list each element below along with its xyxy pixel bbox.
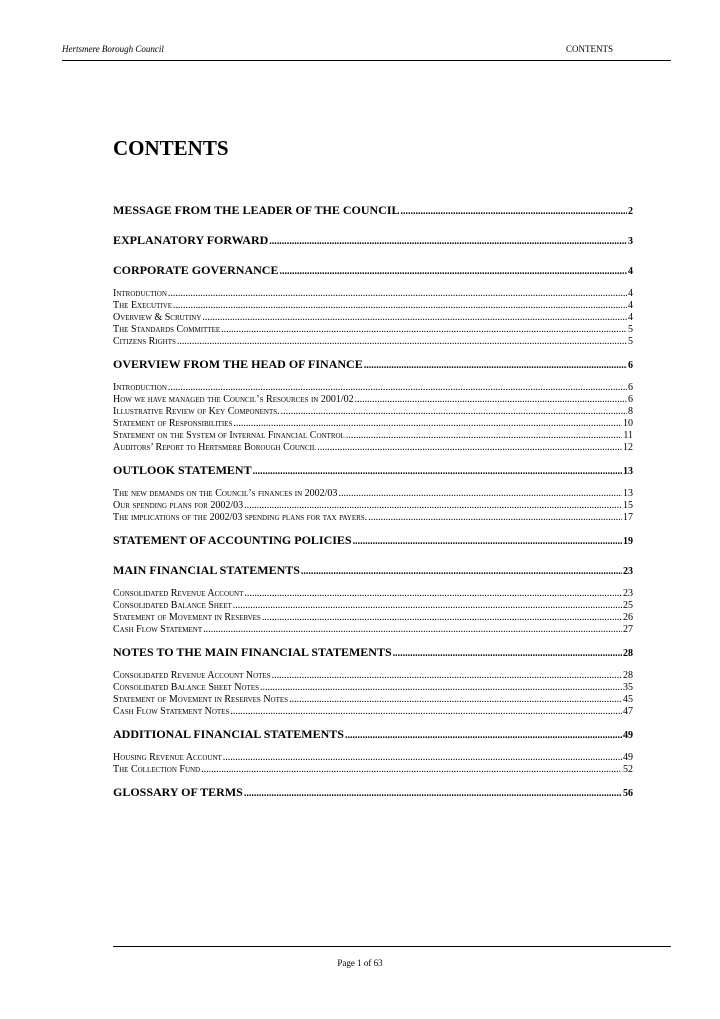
dot-leader — [168, 382, 627, 394]
toc-section-page: 4 — [628, 266, 633, 277]
footer-rule — [113, 946, 671, 947]
toc-subsection-title: Introduction — [113, 288, 167, 299]
dot-leader — [230, 706, 622, 718]
dot-leader — [260, 682, 622, 694]
toc-subsection-entry[interactable] — [113, 588, 633, 600]
toc-subsection-page: 15 — [623, 500, 633, 511]
dot-leader — [289, 694, 622, 706]
dot-leader — [221, 324, 627, 336]
toc-subsection-page: 8 — [628, 406, 633, 417]
dot-leader — [233, 600, 622, 612]
toc-subsection-entry[interactable] — [113, 612, 633, 624]
toc-section-entry[interactable] — [113, 462, 633, 480]
toc-subsection-title: Statement of Movement in Reserves Notes — [113, 694, 289, 705]
toc-subsection-page: 10 — [623, 418, 633, 429]
toc-subsection-title: The implications of the 2002/03 spending plans for tax payers. — [113, 512, 368, 523]
toc-subsection-entry[interactable] — [113, 764, 633, 776]
toc-section-page: 3 — [628, 236, 633, 247]
toc-section-title: ADDITIONAL FINANCIAL STATEMENTS — [113, 727, 344, 741]
toc-subsection-entry[interactable] — [113, 600, 633, 612]
toc-section-title: GLOSSARY OF TERMS — [113, 785, 243, 799]
toc-section-page: 6 — [628, 360, 633, 371]
toc-subsection-entry[interactable] — [113, 382, 633, 394]
toc-section-entry[interactable] — [113, 726, 633, 744]
dot-leader — [338, 488, 622, 500]
toc-section-title: OVERVIEW FROM THE HEAD OF FINANCE — [113, 357, 363, 371]
toc-section-title: EXPLANATORY FORWARD — [113, 233, 269, 247]
dot-leader — [253, 464, 622, 480]
toc-section-page: 2 — [628, 206, 633, 217]
dot-leader — [272, 670, 622, 682]
toc-subsection-page: 25 — [623, 600, 633, 611]
toc-subsection-title: Housing Revenue Account — [113, 752, 222, 763]
toc-subsection-entry[interactable] — [113, 500, 633, 512]
toc-subsection-page: 4 — [628, 300, 633, 311]
table-of-contents — [113, 202, 633, 810]
toc-section-title: CORPORATE GOVERNANCE — [113, 263, 279, 277]
toc-subsection-page: 26 — [623, 612, 633, 623]
toc-subsection-group — [113, 488, 633, 524]
dot-leader — [244, 588, 622, 600]
dot-leader — [401, 204, 628, 220]
dot-leader — [279, 264, 627, 280]
dot-leader — [233, 418, 622, 430]
toc-section-title: OUTLOOK STATEMENT — [113, 463, 252, 477]
toc-section-page: 19 — [623, 536, 633, 547]
toc-subsection-entry[interactable] — [113, 442, 633, 454]
dot-leader — [346, 430, 623, 442]
toc-subsection-entry[interactable] — [113, 694, 633, 706]
dot-leader — [244, 500, 622, 512]
toc-subsection-page: 4 — [628, 288, 633, 299]
toc-subsection-group — [113, 288, 633, 348]
toc-subsection-title: The Collection Fund — [113, 764, 201, 775]
dot-leader — [262, 612, 622, 624]
toc-subsection-page: 6 — [628, 394, 633, 405]
toc-section-title: MESSAGE FROM THE LEADER OF THE COUNCIL — [113, 203, 400, 217]
dot-leader — [368, 512, 622, 524]
toc-subsection-title: Cash Flow Statement Notes — [113, 706, 230, 717]
toc-subsection-entry[interactable] — [113, 512, 633, 524]
toc-subsection-page: 17 — [623, 512, 633, 523]
toc-section-entry[interactable] — [113, 232, 633, 250]
toc-subsection-entry[interactable] — [113, 324, 633, 336]
toc-section-title: MAIN FINANCIAL STATEMENTS — [113, 563, 300, 577]
toc-subsection-page: 35 — [623, 682, 633, 693]
toc-subsection-page: 52 — [623, 764, 633, 775]
toc-subsection-page: 23 — [623, 588, 633, 599]
dot-leader — [244, 786, 622, 802]
toc-section-entry[interactable] — [113, 784, 633, 802]
toc-section-page: 13 — [623, 466, 633, 477]
toc-subsection-entry[interactable] — [113, 300, 633, 312]
toc-subsection-page: 28 — [623, 670, 633, 681]
toc-subsection-entry[interactable] — [113, 336, 633, 348]
toc-section-page: 23 — [623, 566, 633, 577]
dot-leader — [364, 358, 627, 374]
toc-subsection-title: Consolidated Balance Sheet Notes — [113, 682, 259, 693]
toc-section-entry[interactable] — [113, 202, 633, 220]
toc-subsection-group — [113, 382, 633, 454]
toc-subsection-title: The new demands on the Council’s finances in 2002/03 — [113, 488, 338, 499]
dot-leader — [301, 564, 622, 580]
page-title: CONTENTS — [113, 136, 229, 160]
toc-section-entry[interactable] — [113, 356, 633, 374]
toc-section-page: 56 — [623, 788, 633, 799]
toc-section-page: 28 — [623, 648, 633, 659]
toc-subsection-page: 11 — [623, 430, 633, 441]
header-rule — [62, 60, 671, 61]
toc-subsection-title: Consolidated Balance Sheet — [113, 600, 232, 611]
toc-subsection-page: 4 — [628, 312, 633, 323]
toc-section-page: 49 — [623, 730, 633, 741]
toc-subsection-title: Statement on the System of Internal Financial Control — [113, 430, 345, 441]
toc-subsection-entry[interactable] — [113, 706, 633, 718]
dot-leader — [203, 624, 622, 636]
toc-subsection-title: Auditors’ Report to Hertsmere Borough Council — [113, 442, 317, 453]
dot-leader — [393, 646, 622, 662]
toc-subsection-title: How we have managed the Council’s Resources in 2001/02 — [113, 394, 354, 405]
toc-subsection-page: 5 — [628, 336, 633, 347]
dot-leader — [281, 406, 627, 418]
toc-subsection-entry[interactable] — [113, 288, 633, 300]
running-header-section: CONTENTS — [566, 44, 613, 54]
dot-leader — [345, 728, 622, 744]
toc-subsection-entry[interactable] — [113, 488, 633, 500]
toc-subsection-page: 27 — [623, 624, 633, 635]
dot-leader — [177, 336, 627, 348]
toc-subsection-title: Illustrative Review of Key Components. — [113, 406, 280, 417]
toc-subsection-page: 5 — [628, 324, 633, 335]
toc-subsection-title: Citizens Rights — [113, 336, 176, 347]
toc-subsection-page: 49 — [623, 752, 633, 763]
toc-subsection-page: 12 — [623, 442, 633, 453]
toc-section-entry[interactable] — [113, 532, 633, 550]
dot-leader — [173, 300, 627, 312]
toc-subsection-entry[interactable] — [113, 670, 633, 682]
toc-subsection-title: Our spending plans for 2002/03 — [113, 500, 244, 511]
toc-subsection-page: 45 — [623, 694, 633, 705]
toc-subsection-entry[interactable] — [113, 682, 633, 694]
toc-section-entry[interactable] — [113, 262, 633, 280]
toc-subsection-title: Cash Flow Statement — [113, 624, 203, 635]
toc-subsection-entry[interactable] — [113, 418, 633, 430]
toc-subsection-group — [113, 670, 633, 718]
toc-subsection-entry[interactable] — [113, 312, 633, 324]
toc-subsection-title: The Standards Committee — [113, 324, 221, 335]
page-number: Page 1 of 63 — [337, 958, 383, 968]
dot-leader — [201, 764, 622, 776]
toc-subsection-page: 6 — [628, 382, 633, 393]
dot-leader — [353, 534, 622, 550]
toc-subsection-title: Statement of Movement in Reserves — [113, 612, 261, 623]
toc-subsection-entry[interactable] — [113, 624, 633, 636]
toc-subsection-title: Statement of Responsibilities — [113, 418, 233, 429]
toc-subsection-entry[interactable] — [113, 394, 633, 406]
toc-section-title: NOTES TO THE MAIN FINANCIAL STATEMENTS — [113, 645, 392, 659]
toc-subsection-title: The Executive — [113, 300, 173, 311]
toc-subsection-title: Consolidated Revenue Account — [113, 588, 244, 599]
dot-leader — [317, 442, 622, 454]
toc-subsection-title: Consolidated Revenue Account Notes — [113, 670, 271, 681]
toc-section-title: STATEMENT OF ACCOUNTING POLICIES — [113, 533, 352, 547]
toc-subsection-page: 47 — [623, 706, 633, 717]
toc-section-entry[interactable] — [113, 644, 633, 662]
dot-leader — [223, 752, 622, 764]
toc-subsection-title: Introduction — [113, 382, 167, 393]
toc-subsection-group — [113, 588, 633, 636]
toc-subsection-group — [113, 752, 633, 776]
toc-subsection-entry[interactable] — [113, 752, 633, 764]
running-header-council: Hertsmere Borough Council — [62, 44, 164, 54]
toc-subsection-page: 13 — [623, 488, 633, 499]
toc-subsection-entry[interactable] — [113, 430, 633, 442]
toc-subsection-entry[interactable] — [113, 406, 633, 418]
dot-leader — [168, 288, 627, 300]
dot-leader — [355, 394, 627, 406]
toc-subsection-title: Overview & Scrutiny — [113, 312, 202, 323]
dot-leader — [202, 312, 627, 324]
dot-leader — [269, 234, 627, 250]
toc-section-entry[interactable] — [113, 562, 633, 580]
